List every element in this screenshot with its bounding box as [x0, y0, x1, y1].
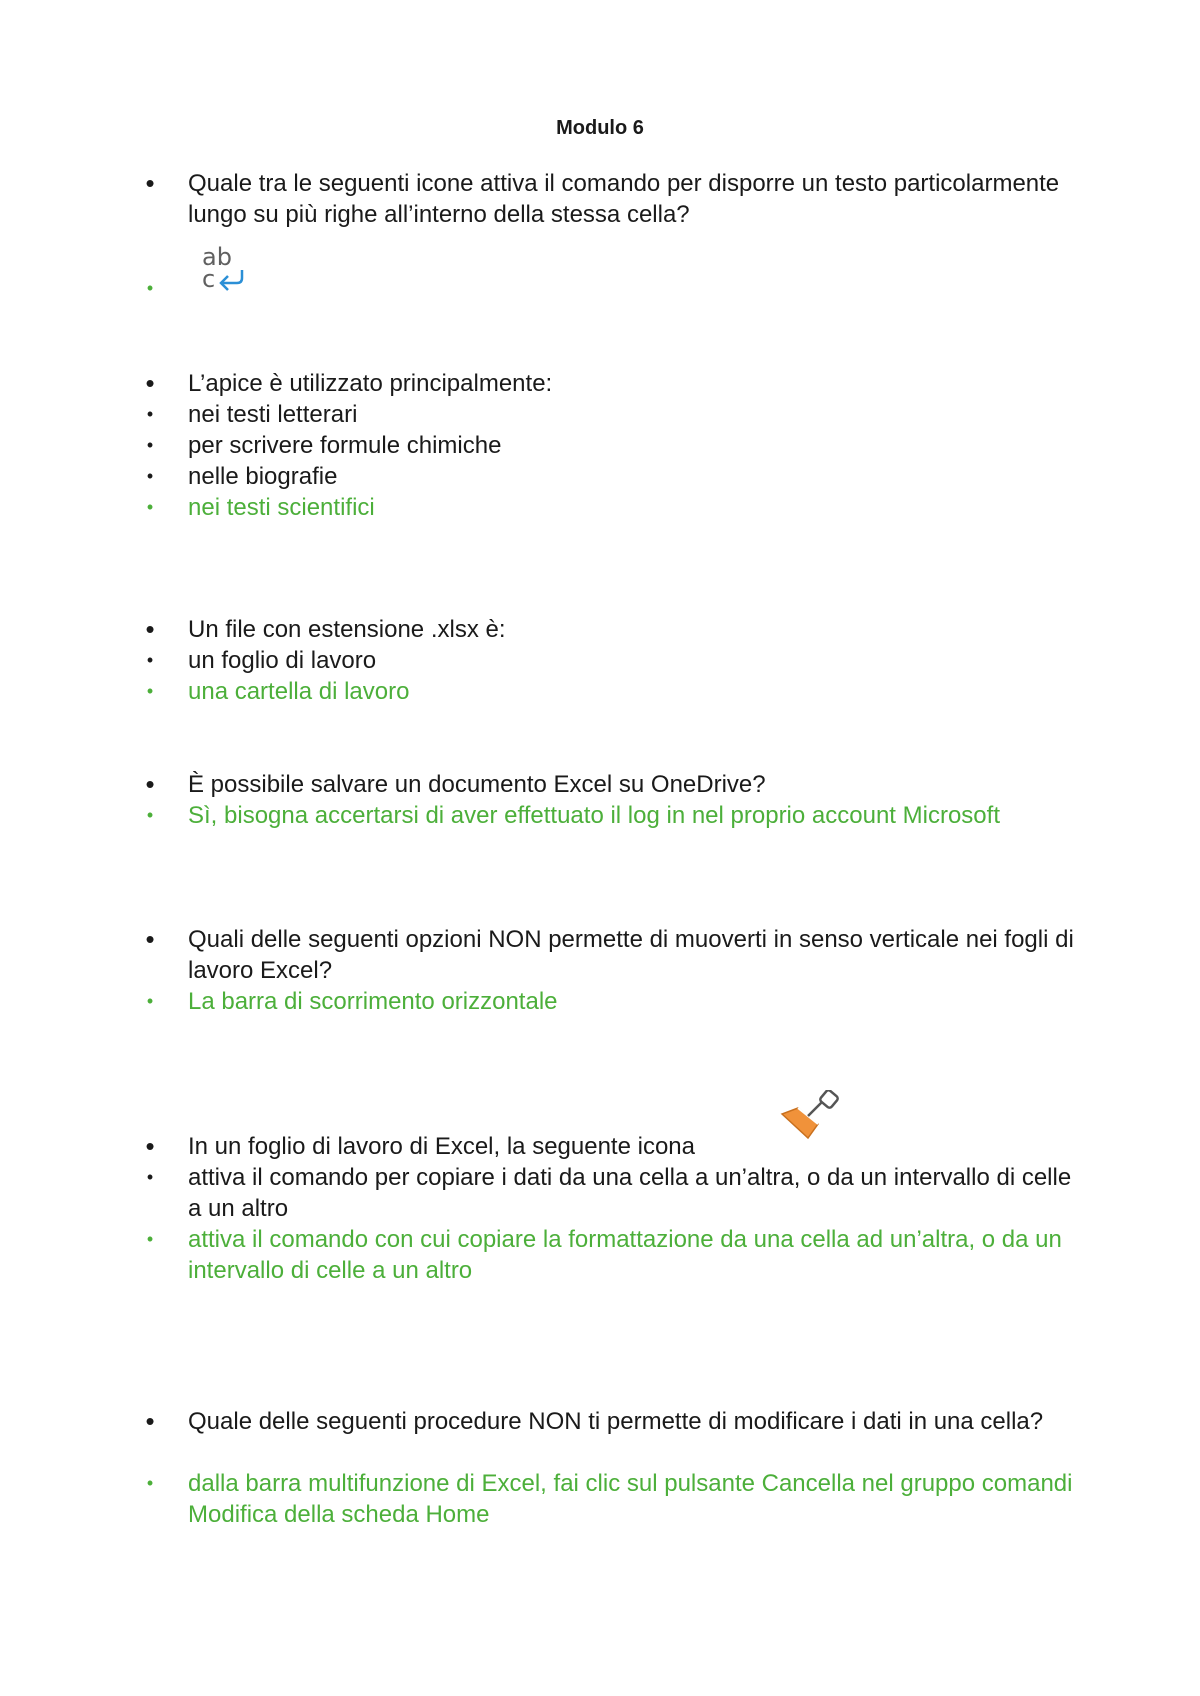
bullet: •: [146, 466, 154, 486]
svg-text:c: c: [202, 265, 216, 292]
bullet: •: [146, 681, 154, 701]
bullet: •: [146, 1229, 154, 1249]
answer-text: dalla barra multifunzione di Excel, fai clic sul pulsante Cancella nel gruppo comandi Modifica della scheda Home: [188, 1470, 1073, 1528]
answer-option-correct: [146, 1224, 1088, 1286]
answer-text: attiva il comando per copiare i dati da una cella a un’altra, o da un intervallo di celle a un altro: [188, 1164, 1072, 1222]
answer-text: nei testi scientifici: [188, 494, 375, 521]
question-5: [145, 924, 1088, 986]
question-1: [145, 168, 1088, 230]
answer-text: Sì, bisogna accertarsi di aver effettuato il log in nel proprio account Microsoft: [188, 802, 1000, 829]
answer-text: nei testi letterari: [188, 401, 358, 428]
answer-option: [146, 645, 1088, 676]
format-painter-icon: [778, 1090, 844, 1146]
bullet: •: [146, 404, 154, 424]
question-text: È possibile salvare un documento Excel su OneDrive?: [188, 771, 766, 798]
bullet: •: [146, 805, 154, 825]
answer-option: [146, 399, 1088, 430]
answer-text: La barra di scorrimento orizzontale: [188, 988, 558, 1015]
answer-option-correct: [146, 492, 1088, 523]
svg-text:ab: ab: [202, 243, 232, 271]
question-text: Quale tra le seguenti icone attiva il comando per disporre un testo particolarmente lungo su più righe all’interno della stessa cella?: [188, 170, 1060, 228]
question-text: Un file con estensione .xlsx è:: [188, 616, 506, 643]
bullet: •: [146, 278, 154, 298]
bullet: •: [146, 1473, 154, 1493]
question-text: Quali delle seguenti opzioni NON permette di muoverti in senso verticale nei fogli di lavoro Excel?: [188, 926, 1074, 984]
bullet: •: [145, 168, 155, 198]
answer-text: attiva il comando con cui copiare la formattazione da una cella ad un’altra, o da un intervallo di celle a un altro: [188, 1226, 1062, 1284]
page-title: Modulo 6: [556, 117, 644, 139]
bullet: •: [146, 1167, 154, 1187]
answer-text: un foglio di lavoro: [188, 647, 377, 674]
bullet: •: [146, 650, 154, 670]
bullet: •: [145, 769, 155, 799]
question-text: Quale delle seguenti procedure NON ti permette di modificare i dati in una cella?: [188, 1408, 1044, 1435]
answer-option: [146, 461, 1088, 492]
bullet: •: [146, 435, 154, 455]
bullet: •: [146, 991, 154, 1011]
question-7: [145, 1406, 1088, 1437]
wrap-text-icon: [200, 242, 252, 292]
answer-text: una cartella di lavoro: [188, 678, 410, 705]
bullet: •: [145, 1131, 155, 1161]
question-text: In un foglio di lavoro di Excel, la seguente icona: [188, 1133, 695, 1160]
question-6: [145, 1131, 1088, 1162]
question-3: [145, 614, 1088, 645]
answer-option: [146, 1162, 1088, 1224]
answer-option-correct: [146, 676, 1088, 707]
answer-option-correct: [146, 986, 1088, 1017]
answer-option-correct: [146, 1468, 1088, 1530]
answer-text: per scrivere formule chimiche: [188, 432, 502, 459]
bullet: •: [145, 924, 155, 954]
answer-option-correct: [146, 800, 1088, 831]
bullet: •: [146, 497, 154, 517]
question-text: L’apice è utilizzato principalmente:: [188, 370, 553, 397]
bullet: •: [145, 1406, 155, 1436]
bullet: •: [145, 614, 155, 644]
answer-text: nelle biografie: [188, 463, 338, 490]
question-4: [145, 769, 1088, 800]
question-2: [145, 368, 1088, 399]
answer-option: [146, 430, 1088, 461]
bullet: •: [145, 368, 155, 398]
